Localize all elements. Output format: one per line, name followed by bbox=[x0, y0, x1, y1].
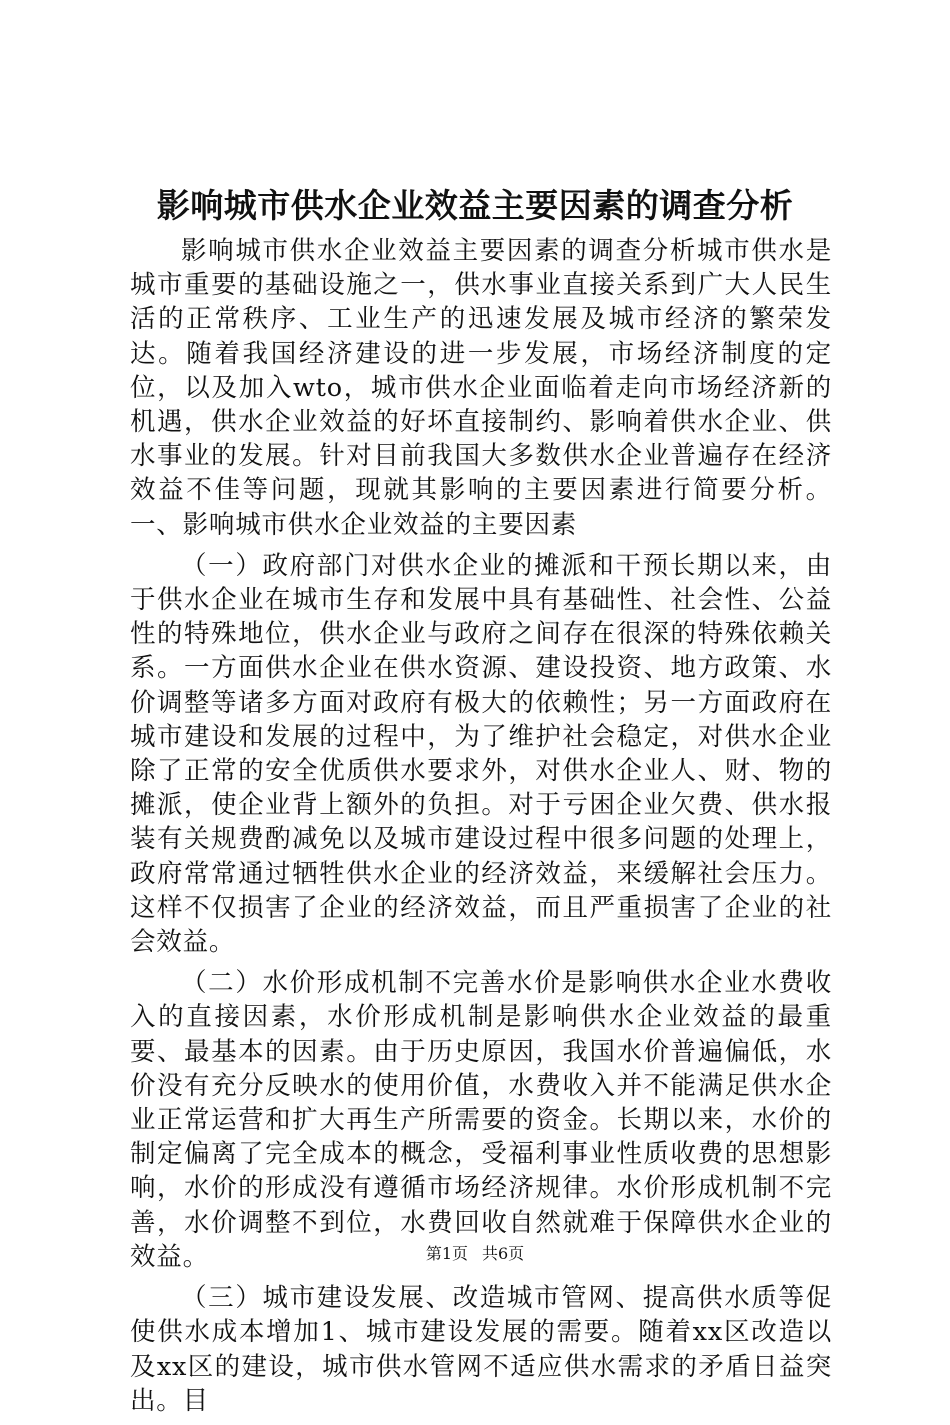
paragraph-section-2: （二）水价形成机制不完善水价是影响供水企业水费收入的直接因素，水价形成机制是影响供水企业效益的最重要、最基本的因素。由于历史原因，我国水价普遍偏低，水价没有充分反映水的使用价值，水费收入并不能满足供水企业正常运营和扩大再生产所需要的资金。长期以来，水价的制定偏离了完全成本的概念，受福利事业性质收费的思想影响，水价的形成没有遵循市场经济规律。水价形成机制不完善，水价调整不到位，水费回收自然就难于保障供水企业的效益。 bbox=[130, 968, 832, 1272]
page-footer bbox=[0, 1242, 950, 1266]
paragraph-section-3: （三）城市建设发展、改造城市管网、提高供水质等促使供水成本增加1、城市建设发展的需要。随着xx区改造以及xx区的建设，城市供水管网不适应供水需求的矛盾日益突出。目 bbox=[130, 1283, 832, 1416]
page-number: 第1页 bbox=[425, 1244, 468, 1263]
page-total: 共6页 bbox=[482, 1244, 525, 1263]
paragraph-section-1: （一）政府部门对供水企业的摊派和干预长期以来，由于供水企业在城市生存和发展中具有基础性、社会性、公益性的特殊地位，供水企业与政府之间存在很深的特殊依赖关系。一方面供水企业在供水资源、建设投资、地方政策、水价调整等诸多方面对政府有极大的依赖性；另一方面政府在城市建设和发展的过程中，为了维护社会稳定，对供水企业除了正常的安全优质供水要求外，对供水企业人、财、物的摊派，使企业背上额外的负担。对于亏困企业欠费、供水报装有关规费酌减免以及城市建设过程中很多问题的处理上，政府常常通过牺牲供水企业的经济效益，来缓解社会压力。这样不仅损害了企业的经济效益，而且严重损害了企业的社会效益。 bbox=[130, 550, 832, 958]
paragraph-intro: 影响城市供水企业效益主要因素的调查分析城市供水是城市重要的基础设施之一，供水事业直接关系到广大人民生活的正常秩序、工业生产的迅速发展及城市经济的繁荣发达。随着我国经济建设的进一步发展，市场经济制度的定位，以及加入wto，城市供水企业面临着走向市场经济新的机遇，供水企业效益的好坏直接制约、影响着供水企业、供水事业的发展。针对目前我国大多数供水企业普遍存在经济效益不佳等问题，现就其影响的主要因素进行简要分析。一、影响城市供水企业效益的主要因素 bbox=[130, 236, 832, 540]
document-title: 影响城市供水企业效益主要因素的调查分析 bbox=[156, 186, 794, 225]
